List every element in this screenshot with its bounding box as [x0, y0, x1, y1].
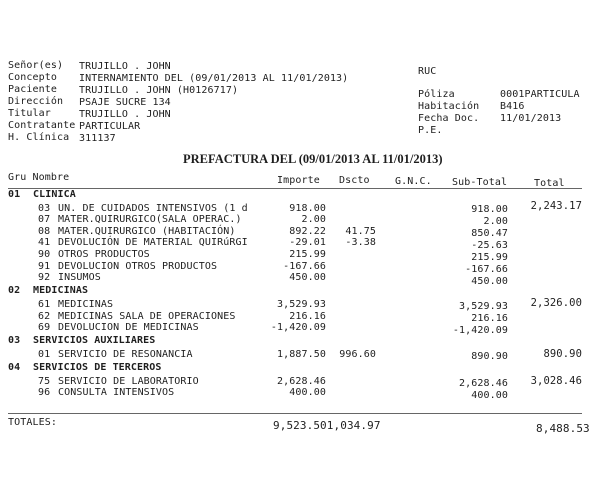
header-field-label: Contratante	[8, 120, 76, 131]
col-gru-nombre: Gru Nombre	[8, 172, 70, 183]
header-right-label: Habitación	[418, 101, 480, 112]
item-code: 91	[38, 260, 51, 272]
item-subtotal: 2,628.46	[459, 378, 508, 390]
item-importe: 450.00	[289, 272, 326, 284]
group-name: SERVICIOS DE TERCEROS	[33, 361, 162, 373]
group-total: 2,326.00	[530, 297, 582, 310]
group-name: SERVICIOS AUXILIARES	[33, 335, 156, 347]
header-right-value: B416	[500, 101, 525, 112]
group-total: 3,028.46	[530, 375, 582, 387]
item-subtotal: 216.16	[471, 312, 508, 324]
item-code: 75	[38, 375, 51, 387]
header-right-value: 11/01/2013	[500, 113, 562, 124]
item-subtotal: -25.63	[471, 239, 508, 251]
header-field-label: Dirección	[8, 96, 64, 107]
item-importe: 215.99	[289, 249, 326, 260]
item-name: MEDICINAS SALA DE OPERACIONES	[58, 310, 236, 322]
item-name: DEVOLUCIÓN DE MATERIAL QUIRúRGI	[58, 237, 248, 249]
header-field-value: TRUJILLO . JOHN (H0126717)	[79, 85, 239, 96]
item-subtotal: 850.47	[471, 228, 508, 239]
item-name: SERVICIO DE RESONANCIA	[58, 348, 193, 360]
item-subtotal: -1,420.09	[452, 324, 508, 336]
grand-total: 8,488.53	[536, 422, 590, 435]
group-total: 890.90	[543, 347, 582, 360]
item-code: 07	[38, 214, 51, 226]
item-code: 92	[38, 272, 51, 284]
totals-importe-dscto: 9,523.501,034.97	[273, 419, 381, 432]
header-field-value: TRUJILLO . JOHN	[79, 61, 171, 72]
item-importe: 216.16	[289, 310, 326, 322]
item-code: 90	[38, 249, 51, 260]
item-code: 61	[38, 298, 51, 310]
totals-rule	[8, 413, 582, 414]
header-field-label: H. Clínica	[8, 132, 70, 143]
item-importe: 2,628.46	[277, 375, 326, 387]
item-code: 62	[38, 310, 51, 322]
item-subtotal: 450.00	[471, 275, 508, 287]
item-name: CONSULTA INTENSIVOS	[58, 387, 175, 399]
group-code: 01	[8, 189, 21, 200]
item-subtotal: 400.00	[471, 390, 508, 401]
item-code: 96	[38, 387, 51, 399]
item-name: DEVOLUCION DE MEDICINAS	[58, 322, 199, 334]
header-field-value: PARTICULAR	[79, 121, 141, 132]
item-subtotal: 215.99	[471, 251, 508, 263]
header-right-value: 0001PARTICULA	[500, 89, 580, 100]
header-field-value: 311137	[79, 133, 116, 144]
item-dscto: 41.75	[345, 225, 376, 237]
item-name: SERVICIO DE LABORATORIO	[58, 375, 199, 387]
item-importe: -1,420.09	[270, 322, 326, 334]
item-importe: 2.00	[301, 214, 326, 226]
item-dscto: -3.38	[345, 237, 376, 249]
header-field-label: Señor(es)	[8, 60, 64, 71]
group-name: CLINICA	[33, 189, 76, 200]
item-importe: 892.22	[289, 225, 326, 237]
col-subtotal: Sub-Total	[452, 177, 508, 188]
item-name: OTROS PRODUCTOS	[58, 249, 150, 260]
header-field-label: Concepto	[8, 72, 57, 83]
item-name: DEVOLUCION OTROS PRODUCTOS	[58, 260, 218, 272]
item-code: 03	[38, 202, 51, 214]
header-field-value: PSAJE SUCRE 134	[79, 97, 171, 108]
item-importe: 1,887.50	[277, 348, 326, 360]
item-importe: -167.66	[283, 260, 326, 272]
ruc-label: RUC	[418, 66, 437, 77]
col-dscto: Dscto	[339, 175, 370, 186]
header-rule	[8, 188, 582, 189]
header-field-label: Paciente	[8, 84, 57, 95]
item-importe: -29.01	[289, 237, 326, 249]
group-code: 03	[8, 335, 21, 347]
col-total: Total	[534, 178, 565, 189]
item-dscto: 996.60	[339, 348, 376, 360]
item-importe: 400.00	[289, 387, 326, 399]
header-right-label: Póliza	[418, 89, 455, 100]
item-code: 08	[38, 225, 51, 237]
group-code: 04	[8, 361, 21, 373]
item-name: MATER.QUIRURGICO (HABITACIÓN)	[58, 225, 236, 237]
item-subtotal: 918.00	[471, 204, 508, 216]
col-gnc: G.N.C.	[395, 176, 432, 187]
totals-label: TOTALES:	[8, 417, 57, 428]
group-name: MEDICINAS	[33, 285, 89, 297]
item-subtotal: 2.00	[483, 216, 508, 228]
item-importe: 918.00	[289, 202, 326, 214]
col-importe: Importe	[277, 175, 320, 186]
group-code: 02	[8, 285, 21, 297]
item-name: INSUMOS	[58, 272, 101, 284]
header-right-label: P.E.	[418, 125, 443, 136]
item-name: UN. DE CUIDADOS INTENSIVOS (1 d	[58, 202, 248, 214]
item-code: 41	[38, 237, 51, 249]
item-importe: 3,529.93	[277, 298, 326, 310]
item-subtotal: -167.66	[465, 263, 508, 275]
header-right-label: Fecha Doc.	[418, 113, 480, 124]
header-field-value: INTERNAMIENTO DEL (09/01/2013 AL 11/01/2013)	[79, 73, 349, 84]
item-code: 01	[38, 348, 51, 360]
item-code: 69	[38, 322, 51, 334]
item-name: MATER.QUIRURGICO(SALA OPERAC.)	[58, 214, 242, 226]
header-field-value: TRUJILLO . JOHN	[79, 109, 171, 120]
group-total: 2,243.17	[530, 200, 582, 213]
item-name: MEDICINAS	[58, 298, 114, 310]
item-subtotal: 3,529.93	[459, 300, 508, 312]
item-subtotal: 890.90	[471, 351, 508, 362]
document-title: PREFACTURA DEL (09/01/2013 AL 11/01/2013)	[183, 152, 443, 166]
header-field-label: Titular	[8, 108, 51, 119]
